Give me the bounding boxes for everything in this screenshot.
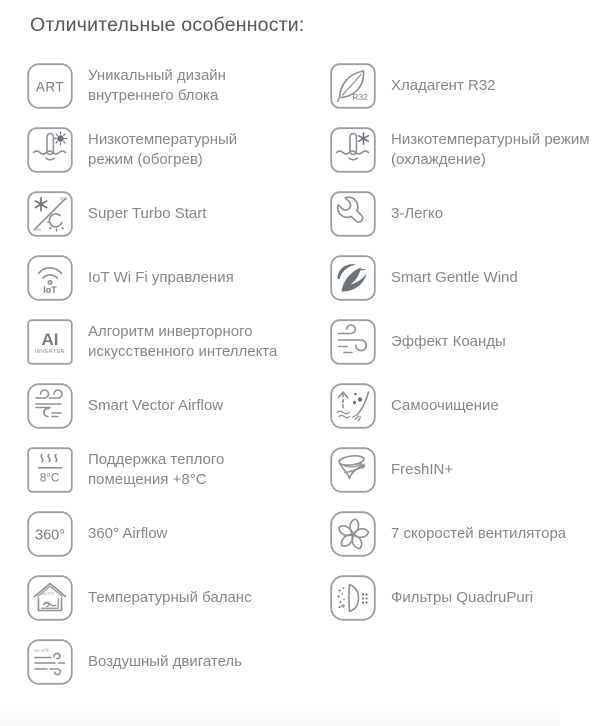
feature-row	[27, 511, 330, 557]
feature-label: 3-Легко	[391, 205, 444, 222]
ai-icon-text: AI	[41, 330, 59, 349]
feature-label: Самоочищение	[391, 397, 499, 414]
features-column-right	[330, 63, 605, 703]
freshin-icon	[330, 447, 376, 493]
thermometer-snowflake-icon	[330, 127, 376, 173]
feature-label: FreshIN+	[391, 461, 454, 478]
feature-row	[27, 639, 330, 685]
self-clean-icon	[330, 383, 376, 429]
feature-label: Smart Gentle Wind	[391, 269, 518, 286]
features-grid	[27, 63, 605, 703]
feature-label: Эффект Коанды	[391, 333, 506, 350]
feature-row	[27, 191, 330, 237]
fan-speeds-icon	[330, 511, 376, 557]
airflow-360-icon	[27, 511, 73, 557]
feature-row	[330, 127, 605, 173]
balance-icon-text: ±0.5°C	[41, 591, 55, 596]
feature-label: Уникальный дизайн внутреннего блока	[88, 67, 226, 104]
feature-row	[330, 319, 605, 365]
next-section-edge	[0, 710, 560, 726]
feature-row	[27, 255, 330, 301]
air-motor-icon	[27, 639, 73, 685]
feature-label: Алгоритм инверторного искусственного интеллекта	[88, 323, 278, 360]
feature-label: Воздушный двигатель	[88, 653, 242, 670]
feature-row	[27, 127, 330, 173]
house-balance-icon	[27, 575, 73, 621]
iot-icon-text: IoT	[43, 285, 57, 295]
iot-wifi-icon	[27, 255, 73, 301]
air-motor-icon-text: 60 m³/h	[34, 648, 50, 653]
feature-label: Super Turbo Start	[88, 205, 207, 222]
feature-label: 360° Airflow	[88, 525, 168, 542]
feature-row	[330, 447, 605, 493]
feature-label: Хладагент R32	[391, 77, 496, 94]
thermometer-sun-icon	[27, 127, 73, 173]
feature-row	[330, 255, 605, 301]
coanda-effect-icon	[330, 319, 376, 365]
turbo-top-text: 90s	[60, 196, 68, 202]
gentle-wind-icon	[330, 255, 376, 301]
feature-row	[27, 383, 330, 429]
snowflake-sun-icon	[27, 191, 73, 237]
feature-row	[27, 575, 330, 621]
feature-row	[27, 447, 330, 493]
feature-row	[27, 319, 330, 365]
feature-label: Температурный баланс	[88, 589, 252, 606]
heating-8c-icon	[27, 447, 73, 493]
feature-row	[330, 383, 605, 429]
feature-label: Низкотемпературный режим (обогрев)	[88, 131, 238, 168]
360-icon-text: 360°	[35, 527, 65, 544]
feature-row	[330, 191, 605, 237]
feature-row	[27, 63, 330, 109]
feature-label: 7 скоростей вентилятора	[391, 525, 567, 542]
feature-label: IoT Wi Fi управления	[88, 269, 234, 286]
art-badge-icon	[27, 63, 73, 109]
feature-label: Поддержка теплого помещения +8°C	[88, 451, 225, 488]
turbo-bottom-text: 60s	[34, 226, 42, 232]
feature-row	[330, 511, 605, 557]
r32-icon-text: R32	[352, 92, 368, 102]
feature-label: Smart Vector Airflow	[88, 397, 224, 414]
features-column-left	[27, 63, 330, 703]
ai-inverter-icon	[27, 319, 73, 365]
8c-icon-text: 8°C	[39, 472, 60, 485]
inverter-icon-text: INVERTER	[35, 349, 65, 355]
feature-row	[330, 63, 605, 109]
feature-label: Низкотемпературный режим (охлаждение)	[391, 131, 590, 168]
art-icon-text: ART	[35, 79, 65, 95]
quadrupuri-filter-icon	[330, 575, 376, 621]
leaf-r32-icon	[330, 63, 376, 109]
feature-row	[330, 575, 605, 621]
vector-airflow-icon	[27, 383, 73, 429]
section-title: Отличительные особенности:	[30, 14, 305, 36]
wrench-icon	[330, 191, 376, 237]
feature-label: Фильтры QuadruPuri	[391, 589, 534, 606]
